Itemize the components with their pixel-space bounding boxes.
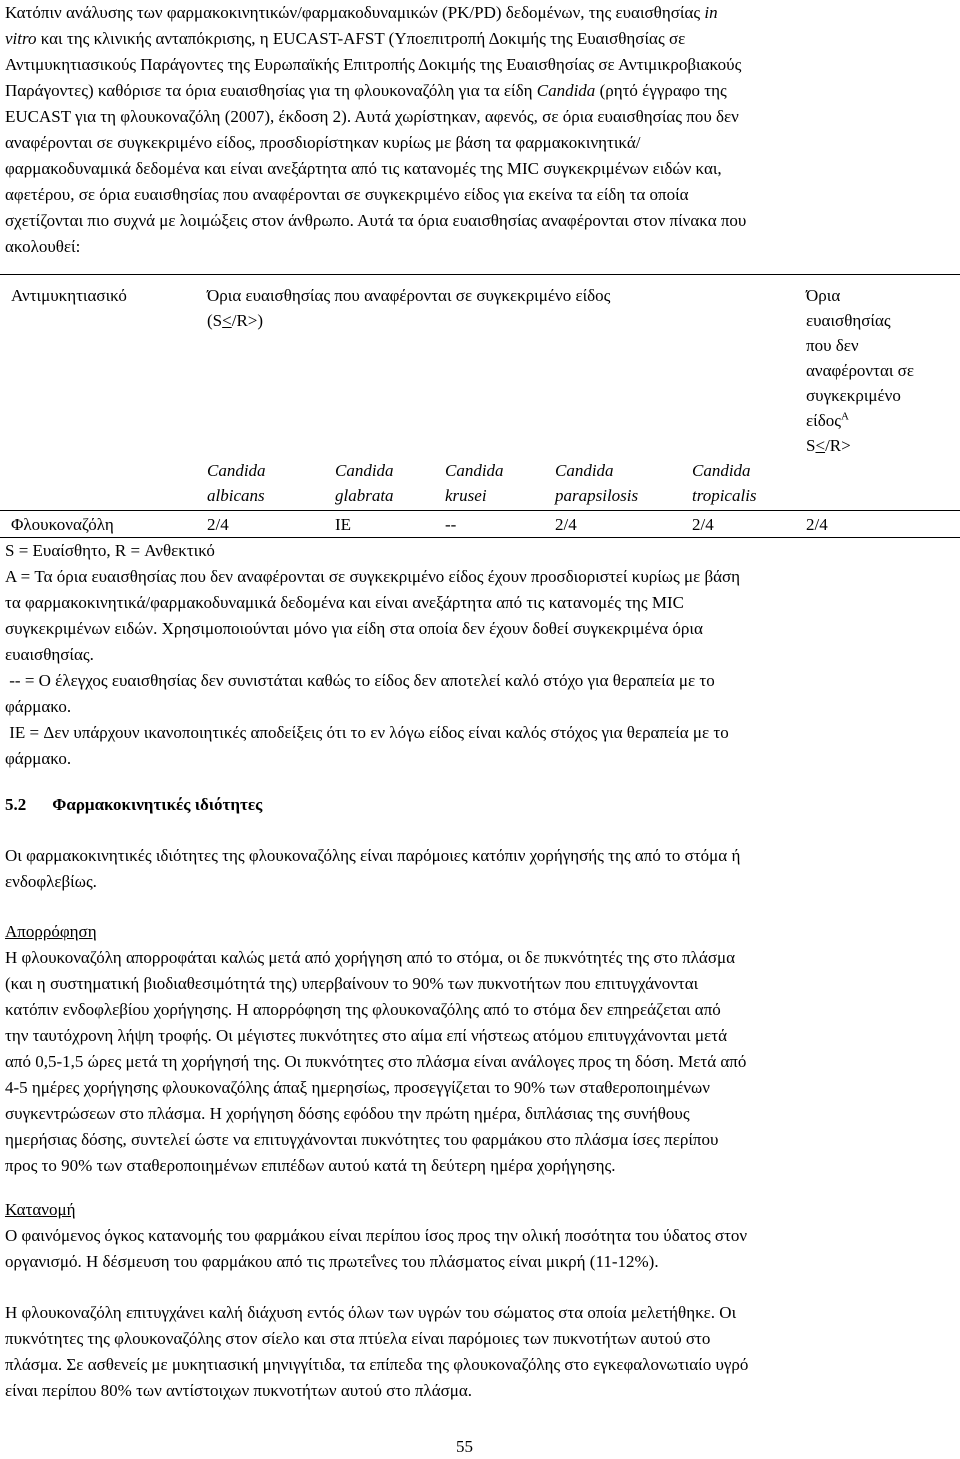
footnote-line: συγκεκριμένων ειδών. Χρησιμοποιούνται μόνο για είδη στα οποία δεν έχουν δοθεί συγκεκριμένα όρια <box>5 619 703 638</box>
footnote-line: φάρμακο. <box>5 697 72 716</box>
header-ns-sr: S</R> <box>806 436 851 455</box>
footnote-line: ευαισθησίας. <box>5 645 94 664</box>
header-non-species <box>806 283 914 458</box>
species-glabrata: Candida glabrata <box>335 461 394 505</box>
distribution-block <box>5 1197 943 1275</box>
species-tropicalis: Candida tropicalis <box>692 461 757 505</box>
header-species-line1: Όρια ευαισθησίας που αναφέρονται σε συγκεκριμένο είδος <box>207 286 611 305</box>
row-value-krusei: -- <box>445 515 457 534</box>
distribution-line: είναι περίπου 80% των αντίστοιχων πυκνοτήτων αυτού στο πλάσμα. <box>5 1381 473 1400</box>
section-intro-line: ενδοφλεβίως. <box>5 872 97 891</box>
footnote-line: A = Τα όρια ευαισθησίας που δεν αναφέρονται σε συγκεκριμένο είδος έχουν προσδιοριστεί κυρίως με βάση <box>5 567 741 586</box>
distribution-line: οργανισμό. Η δέσμευση του φαρμάκου από τις πρωτεΐνες του πλάσματος είναι μικρή (11-12%). <box>5 1252 659 1271</box>
footnote-marker-a: A <box>840 410 849 423</box>
intro-paragraph <box>5 0 943 260</box>
footnote-line: -- = Ο έλεγχος ευαισθησίας δεν συνιστάται καθώς το είδος δεν αποτελεί καλό στόχο για θεραπεία με το <box>5 671 715 690</box>
absorption-block <box>5 919 943 1179</box>
intro-line: αναφέρονται σε συγκεκριμένο είδος, προσδιορίστηκαν κυρίως με βάση τα φαρμακοκινητικά/ <box>5 133 641 152</box>
header-ns-line: που δεν <box>806 336 859 355</box>
absorption-line: ημερήσιας δόσης, συντελεί ώστε να επιτυγχάνονται πυκνότητες του φαρμάκου στο πλάσμα ίσες περίπου <box>5 1130 719 1149</box>
absorption-line: συγκεντρώσεων στο πλάσμα. Η χορήγηση δόσης εφόδου την πρώτη ημέρα, διπλάσιας της συνήθους <box>5 1104 690 1123</box>
row-value-glabrata: IE <box>335 515 352 534</box>
intro-line: Παράγοντες) καθόρισε τα όρια ευαισθησίας για τη φλουκοναζόλη για τα είδη Candida (ρητό έγγραφο της <box>5 81 727 100</box>
distribution-line: πυκνότητες της φλουκοναζόλης στον σίελο και στα πτύελα είναι παρόμοιες των πυκνοτήτων αυτού στο <box>5 1329 711 1348</box>
absorption-line: από 0,5-1,5 ώρες μετά τη χορήγησή της. Οι πυκνότητες στο πλάσμα είναι ανάλογες προς τη δόση. Μετά από <box>5 1052 747 1071</box>
absorption-line: 4-5 ημέρες χορήγησης φλουκοναζόλης άπαξ ημερησίως, προσεγγίζεται το 90% των σταθεροποιημένων <box>5 1078 710 1097</box>
intro-line: αφετέρου, σε όρια ευαισθησίας που αναφέρονται σε συγκεκριμένο είδος για εκείνα τα είδη τα οποία <box>5 185 689 204</box>
row-value-parapsilosis: 2/4 <box>555 515 577 534</box>
table-top-border <box>0 274 960 275</box>
intro-line: Αντιμυκητιασικούς Παράγοντες της Ευρωπαϊκής Επιτροπής Δοκιμής της Ευαισθησίας σε Αντιμικροβιακούς <box>5 55 742 74</box>
header-species-line2: (S</R>) <box>207 311 264 330</box>
header-ns-line: Όρια <box>806 286 841 305</box>
header-ns-eidos: είδος$^A$ <box>806 410 849 430</box>
footnote-line: φάρμακο. <box>5 749 72 768</box>
row-value-tropicalis: 2/4 <box>692 515 714 534</box>
section-intro-line: Οι φαρμακοκινητικές ιδιότητες της φλουκοναζόλης είναι παρόμοιες κατόπιν χορήγησής της από το στόμα ή <box>5 846 741 865</box>
header-ns-line: ευαισθησίας <box>806 311 891 330</box>
intro-line: σχετίζονται πιο συχνά με λοιμώξεις στον άνθρωπο. Αυτά τα όρια ευαισθησίας αναφέρονται στον πίνακα που <box>5 211 747 230</box>
absorption-heading: Απορρόφηση <box>5 922 97 941</box>
distribution-line: Ο φαινόμενος όγκος κατανομής του φαρμάκου είναι περίπου ίσος προς την ολική ποσότητα του ύδατος στον <box>5 1226 748 1245</box>
intro-line: EUCAST για τη φλουκοναζόλη (2007), έκδοση 2). Αυτά χωρίστηκαν, αφενός, σε όρια ευαισθησίας που δεν <box>5 107 739 126</box>
species-albicans: Candida albicans <box>207 461 266 505</box>
intro-line: φαρμακοδυναμικά δεδομένα και είναι ανεξάρτητα από τις κατανομές της MIC συγκεκριμένων ειδών και, <box>5 159 722 178</box>
intro-line: vitro και της κλινικής ανταπόκρισης, η EUCAST-AFST (Υποεπιτροπή Δοκιμής της Ευαισθησίας σε <box>5 29 686 48</box>
table-footnotes <box>5 538 943 772</box>
section-title: Φαρμακοκινητικές ιδιότητες <box>52 795 263 814</box>
absorption-line: (και η συστηματική βιοδιαθεσιμότητά της) υπερβαίνουν το 90% των πυκνοτήτων που επιτυγχάνονται <box>5 974 699 993</box>
species-parapsilosis: Candida parapsilosis <box>555 461 639 505</box>
row-value-albicans: 2/4 <box>207 515 229 534</box>
header-species-specific <box>207 283 610 333</box>
absorption-line: κατόπιν ενδοφλεβίου χορήγησης. Η απορρόφηση της φλουκοναζόλης από το στόμα δεν επηρεάζεται από <box>5 1000 721 1019</box>
species-krusei: Candida krusei <box>445 461 504 505</box>
absorption-line: Η φλουκοναζόλη απορροφάται καλώς μετά από χορήγηση από το στόμα, οι δε πυκνότητές της στο πλάσμα <box>5 948 736 967</box>
intro-line: ακολουθεί: <box>5 237 81 256</box>
header-ns-line: συγκεκριμένο <box>806 386 901 405</box>
row-value-non-species: 2/4 <box>806 515 828 534</box>
header-ns-line: αναφέρονται σε <box>806 361 914 380</box>
section-intro <box>5 843 943 895</box>
absorption-line: την ταυτόχρονη λήψη τροφής. Οι μέγιστες πυκνότητες στο αίμα επί νήστεως ατόμου επιτυγχάνονται μετά <box>5 1026 728 1045</box>
page-number: 55 <box>456 1437 473 1456</box>
distribution-line: πλάσμα. Σε ασθενείς με μυκητιασική μηνιγγίτιδα, τα επίπεδα της φλουκοναζόλης στο εγκεφαλονωτιαίο υγρό <box>5 1355 749 1374</box>
row-drug: Φλουκοναζόλη <box>11 515 114 534</box>
table-row-border <box>0 510 960 511</box>
section-heading <box>5 792 262 817</box>
distribution-heading: Κατανομή <box>5 1200 76 1219</box>
header-antifungal: Αντιμυκητιασικό <box>11 286 127 305</box>
footnote-line: τα φαρμακοκινητικά/φαρμακοδυναμικά δεδομένα και είναι ανεξάρτητα από τις κατανομές της MIC <box>5 593 685 612</box>
distribution-paragraph-2 <box>5 1300 943 1404</box>
absorption-line: προς το 90% των σταθεροποιημένων επιπέδων αυτού κατά τη δεύτερη ημέρα χορήγησης. <box>5 1156 616 1175</box>
intro-line: Κατόπιν ανάλυσης των φαρμακοκινητικών/φαρμακοδυναμικών (PK/PD) δεδομένων, της ευαισθησίας in <box>5 3 718 22</box>
footnote-line: S = Ευαίσθητο, R = Ανθεκτικό <box>5 541 215 560</box>
section-number: 5.2 <box>5 795 27 814</box>
distribution-line: Η φλουκοναζόλη επιτυγχάνει καλή διάχυση εντός όλων των υγρών του σώματος στα οποία μελετήθηκε. Οι <box>5 1303 737 1322</box>
footnote-line: IE = Δεν υπάρχουν ικανοποιητικές αποδείξεις ότι το εν λόγω είδος είναι καλός στόχος για θεραπεία με το <box>5 723 729 742</box>
